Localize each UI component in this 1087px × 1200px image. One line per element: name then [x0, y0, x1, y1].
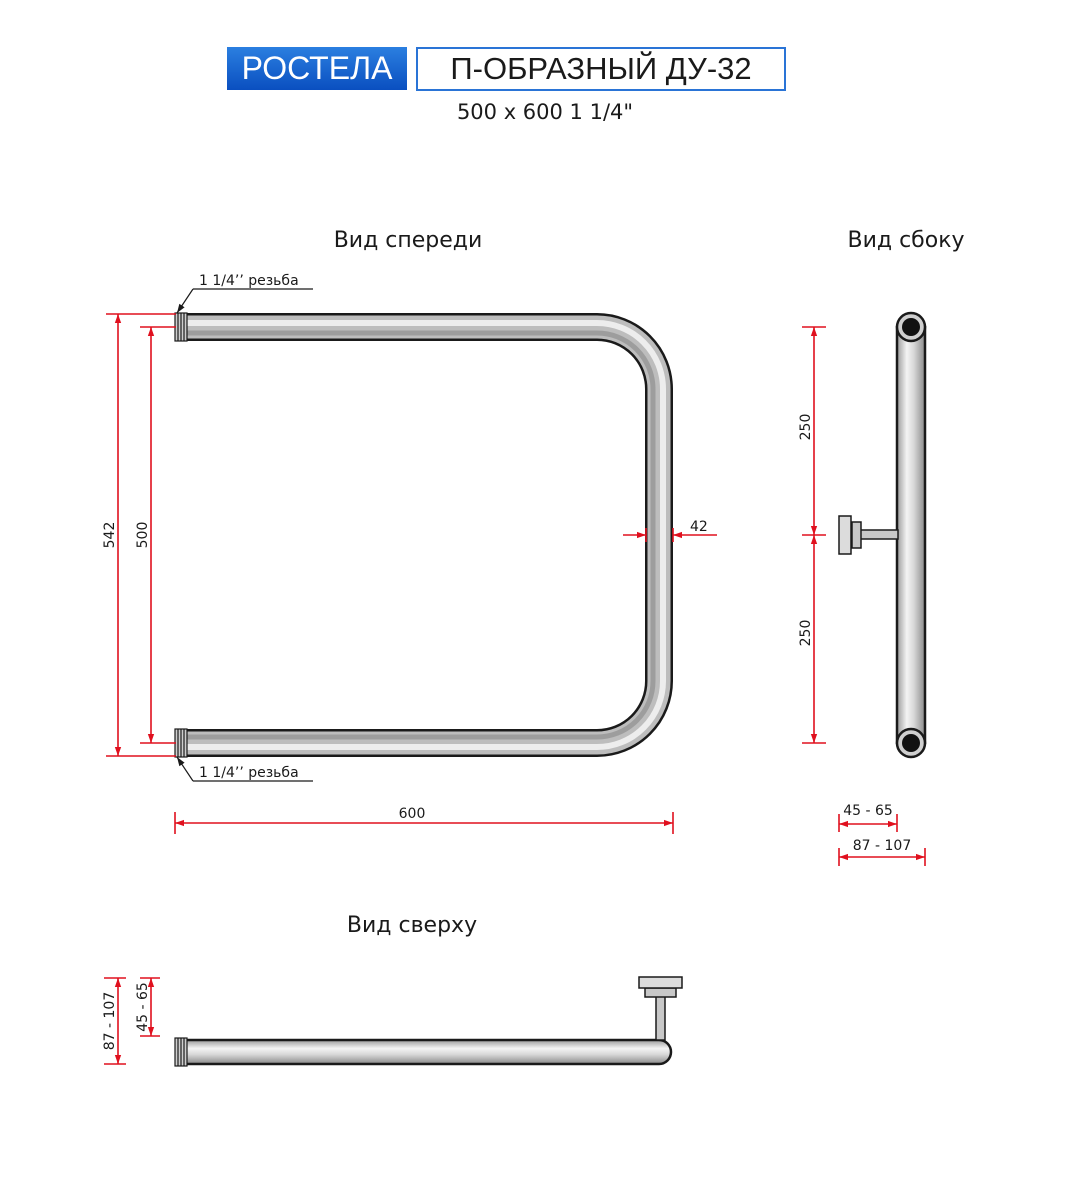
side-wall-bracket	[839, 516, 898, 554]
dim-top-small	[135, 978, 160, 1036]
dim-side-large-label: 87 - 107	[852, 838, 912, 854]
front-view-title: Вид спереди	[333, 228, 483, 253]
dim-top-small-label: 45 - 65	[135, 982, 151, 1032]
dim-width	[175, 806, 673, 834]
dim-lower-label: 250	[798, 619, 814, 647]
dim-top-large-label: 87 - 107	[102, 991, 118, 1051]
dim-side-small-label: 45 - 65	[843, 803, 893, 819]
size-subtitle: 500 x 600 1 1/4"	[456, 100, 634, 124]
side-pipe	[897, 313, 925, 757]
front-pipe	[178, 323, 663, 747]
model-title: П-ОБРАЗНЫЙ ДУ-32	[416, 47, 786, 91]
dim-center-height-label: 500	[135, 521, 151, 549]
dim-lower	[798, 535, 826, 743]
top-pipe	[175, 1038, 671, 1066]
dim-center-height	[135, 327, 176, 743]
dim-total-height-label: 542	[102, 521, 118, 549]
thread-bottom	[175, 729, 187, 757]
brand-logo: РОСТЕЛА	[227, 47, 407, 90]
dim-upper	[798, 327, 826, 535]
dim-top-large	[102, 978, 126, 1064]
dim-upper-label: 250	[798, 413, 814, 441]
thread-top	[175, 313, 187, 341]
dim-side-small	[839, 803, 897, 832]
dim-width-label: 600	[398, 806, 426, 822]
dim-side-large	[839, 838, 925, 866]
thread-label-bottom: 1 1/4’’ резьба	[199, 765, 299, 781]
dim-pipe-diameter-label: 42	[690, 519, 708, 535]
thread-label-top: 1 1/4’’ резьба	[199, 273, 299, 289]
top-wall-bracket	[639, 977, 682, 1040]
top-view-title: Вид сверху	[346, 913, 478, 938]
side-view-title: Вид сбоку	[847, 228, 965, 253]
